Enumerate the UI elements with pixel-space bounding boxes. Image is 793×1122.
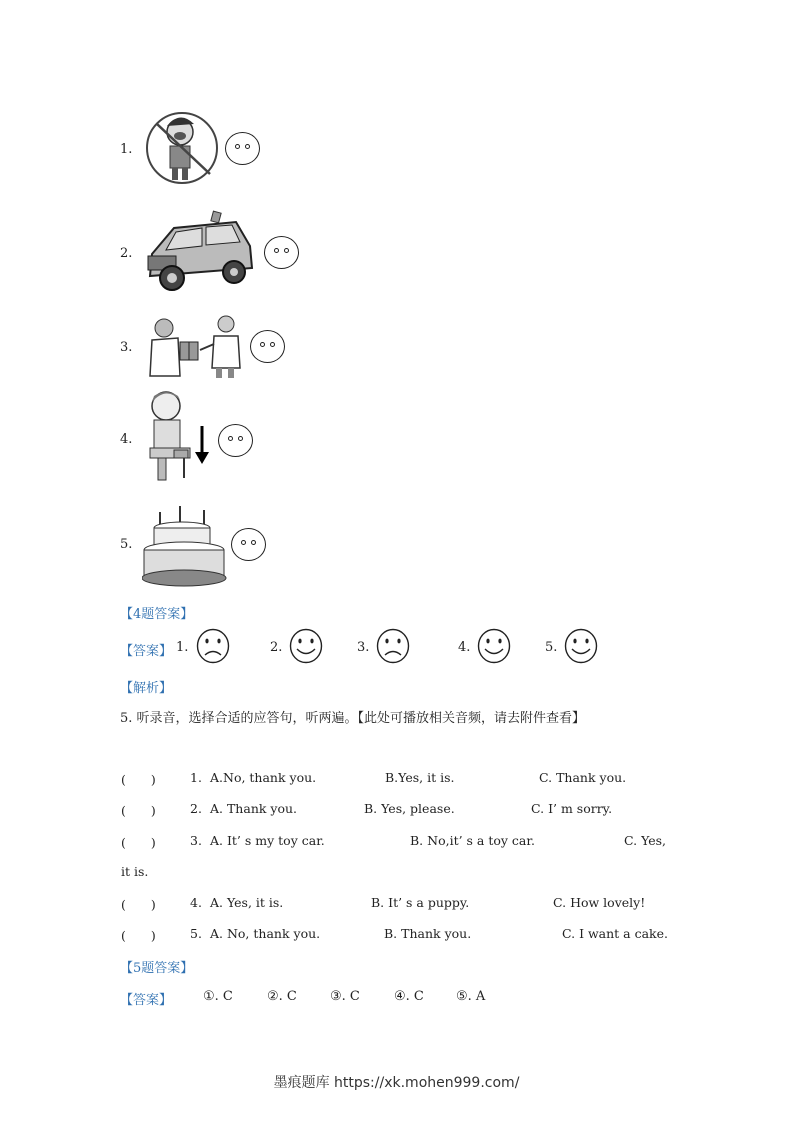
blank-face-icon (231, 528, 266, 561)
happy-face-icon (289, 628, 323, 664)
option-b: B. Yes, please. (364, 801, 455, 816)
item-number: 3. (120, 340, 133, 355)
answer-item: ①. C (203, 989, 233, 1004)
option-c: C. How lovely! (553, 895, 646, 910)
question-number: 1. (190, 770, 202, 785)
option-b: B. Thank you. (384, 926, 472, 941)
blank-face-icon (264, 236, 299, 269)
sad-face-icon (196, 628, 230, 664)
answer-label: 【答案】 (120, 993, 173, 1008)
answer-blank[interactable]: ( ) (121, 772, 156, 787)
option-c: C. Yes, (624, 833, 667, 848)
blank-face-icon (250, 330, 285, 363)
question-number: 5. (190, 926, 202, 941)
option-a: A. Thank you. (210, 801, 298, 816)
car-icon (144, 210, 256, 294)
q5-row-3-continuation: it is. (121, 864, 149, 879)
answer-number: 3. (357, 640, 370, 655)
question-number: 2. (190, 801, 202, 816)
item-number: 2. (120, 246, 133, 261)
answer-blank[interactable]: ( ) (121, 835, 156, 850)
answer-label: 【答案】 (120, 644, 173, 659)
answer-item: ④. C (394, 989, 424, 1004)
happy-face-icon (477, 628, 511, 664)
blank-face-icon (218, 424, 253, 457)
answer-item: ⑤. A (456, 989, 486, 1004)
happy-face-icon (564, 628, 598, 664)
answer-blank[interactable]: ( ) (121, 803, 156, 818)
answer-blank[interactable]: ( ) (121, 897, 156, 912)
item-number: 4. (120, 432, 133, 447)
no-crying-boy-icon (142, 106, 222, 186)
q4-answer-heading: 【4题答案】 (120, 607, 194, 622)
analysis-label: 【解析】 (120, 681, 173, 696)
answer-number: 4. (458, 640, 471, 655)
answer-blank[interactable]: ( ) (121, 928, 156, 943)
option-a: A. Yes, it is. (210, 895, 284, 910)
option-b: B.Yes, it is. (385, 770, 455, 785)
option-c: C. Thank you. (539, 770, 627, 785)
option-a: A. It’ s my toy car. (210, 833, 325, 848)
option-c: C. I’ m sorry. (531, 801, 613, 816)
blank-face-icon (225, 132, 260, 165)
option-a: A. No, thank you. (210, 926, 321, 941)
gift-giving-icon (148, 314, 243, 378)
option-b: B. No,it’ s a toy car. (410, 833, 535, 848)
question-number: 4. (190, 895, 202, 910)
item-number: 5. (120, 537, 133, 552)
answer-item: ②. C (267, 989, 297, 1004)
answer-number: 5. (545, 640, 558, 655)
answer-item: ③. C (330, 989, 360, 1004)
q5-answer-heading: 【5题答案】 (120, 961, 194, 976)
footer-watermark: 墨痕题库 https://xk.mohen999.com/ (273, 1075, 520, 1091)
q5-instruction: 5. 听录音，选择合适的应答句，听两遍。【此处可播放相关音频，请去附件查看】 (120, 711, 586, 726)
option-a: A.No, thank you. (210, 770, 317, 785)
question-number: 3. (190, 833, 202, 848)
sit-down-boy-icon (144, 388, 216, 488)
option-c: C. I want a cake. (562, 926, 668, 941)
sad-face-icon (376, 628, 410, 664)
item-number: 1. (120, 142, 133, 157)
answer-number: 2. (270, 640, 283, 655)
answer-number: 1. (176, 640, 189, 655)
birthday-cake-icon (142, 502, 230, 588)
option-b: B. It’ s a puppy. (371, 895, 470, 910)
